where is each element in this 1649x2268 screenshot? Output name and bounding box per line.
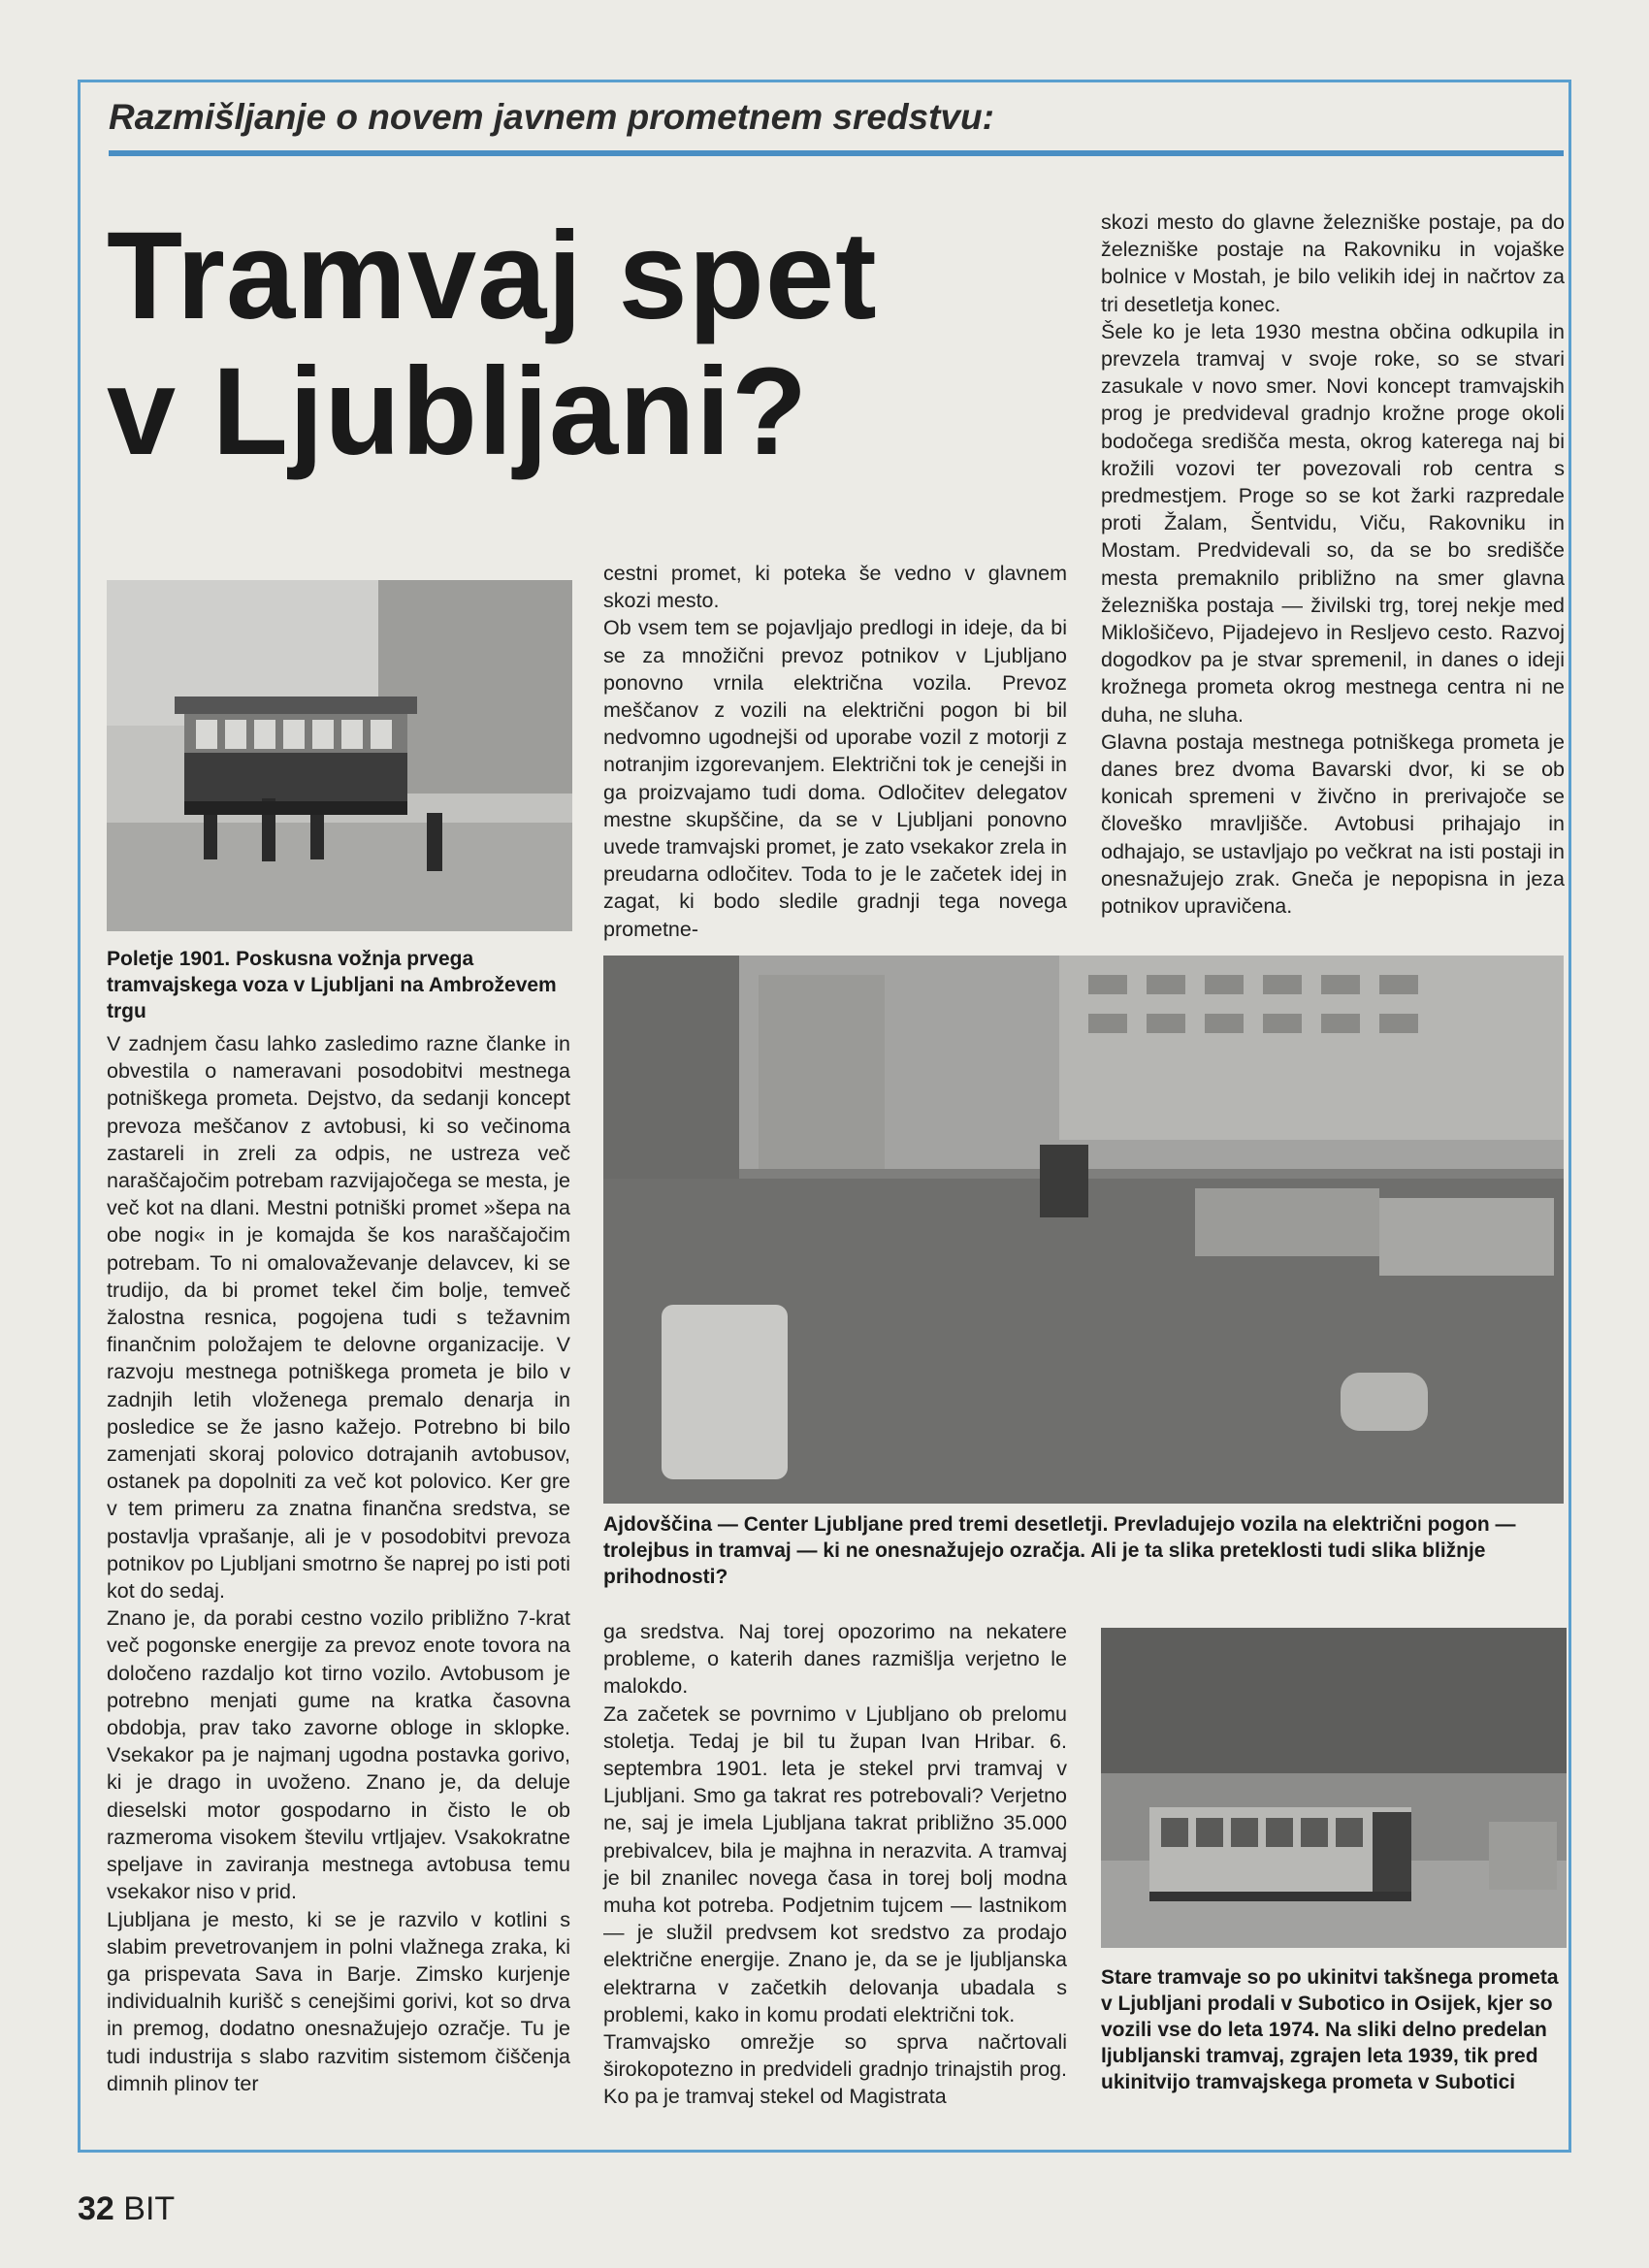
footer <box>78 2190 175 2228</box>
col2-paragraph: Za začetek se povrnimo v Ljubljano ob prelomu stoletja. Tedaj je bil tu župan Ivan Hribar. 6. septembra 1901. leta je stekel prvi tramvaj v Ljubljani. Smo ga takrat res potrebovali? Verjetno ne, saj je imela Ljubljana takrat približno 35.000 prebivalcev, bila je majhna in nerazvita. A tramvaj je bil znanilec novega časa in torej bolj modna muha kot potreba. Podjetnim tujcem — lastnikom — je služil predvsem kot sredstvo za prodajo električne energije. Znano je, da se je ljubljanska elektrarna v začetkih delovanja ubadala s problemi, kako in komu prodati električni tok. <box>603 1701 1067 2026</box>
caption-photo-ajdovscina: Ajdovščina — Center Ljubljane pred tremi desetletji. Prevladujejo vozila na električni pogon — trolejbus in tramvaj — ki ne onesnažujejo ozračja. Ali je ta slika preteklosti tudi slika bližnje prihodnosti? <box>603 1513 1516 1588</box>
caption-photo-1901: Poletje 1901. Poskusna vožnja prvega tramvajskega voza v Ljubljani na Ambroževem trgu <box>107 948 557 1022</box>
col3-paragraph: Šele ko je leta 1930 mestna občina odkupila in prevzela tramvaj v svoje roke, so se stvari zasukale v novo smer. Novi koncept tramvajskih prog je predvideval gradnjo krožne proge okoli bodočega središča mesta, okrog katerega naj bi krožili vozovi ter povezovali rob centra s predmestjem. Proge so se kot žarki razpredale proti Žalam, Šentvidu, Viču, Rakovniku in Mostam. Predvidevali so, da se bo središče mesta premaknilo približno na smer glavna železniška postaja — živilski trg, torej nekje med Miklošičevo, Pijadejevo in Resljevo cesto. Razvoj dogodkov pa je stvar spremenil, in danes o ideji krožnega prometa okrog mestnega centra ni ne duha, ne sluha. <box>1101 319 1565 727</box>
col2-paragraph: Tramvajsko omrežje so sprva načrtovali širokopotezno in predvideli gradnjo trinajstih prog. Ko pa je tramvaj stekel od Magistrata <box>603 2030 1067 2109</box>
photo-ajdovscina <box>603 956 1564 1504</box>
headline-line-2: v Ljubljani? <box>107 342 809 481</box>
headline-line-1: Tramvaj spet <box>107 207 878 345</box>
col3-paragraph: Glavna postaja mestnega potniškega prometa je danes brez dvoma Bavarski dvor, ki se ob konicah spremeni v živčno in prerivajoče se človeško mravljišče. Avtobusi prihajajo in odhajajo, se ustavljajo po večkrat na isti postaji in onesnažujejo zrak. Gneča je nepopisna in jeza potnikov upravičena. <box>1101 729 1565 919</box>
kicker-rule <box>109 150 1564 156</box>
col1-paragraph: V zadnjem času lahko zasledimo razne članke in obvestila o nameravani posodobitvi mestnega potniškega prometa. Dejstvo, da sedanji koncept prevoza meščanov z avtobusi, ki so večinoma zastareli in zreli za odpis, ne ustreza več naraščajočim potrebam razvijajočega se mesta, je več kot na dlani. Mestni potniški promet »šepa na obe nogi« in je komajda še kos naraščajočim potrebam. To ni omalovaževanje delavcev, ki se trudijo, da bi promet tekel čim bolje, temveč žalostna resnica, pogojena tudi s težavnim finančnim položajem te delovne organizacije. V razvoju mestnega potniškega prometa je bilo v zadnjih letih vloženega premalo denarja in posledice se že jasno kažejo. Potrebno bi bilo zamenjati skoraj polovico dotrajanih avtobusov, ostanek pa dopolniti za več kot polovico. Ker gre v tem primeru za znatna finančna sredstva, se postavlja vprašanje, ali je v posodobitvi prevoza potnikov po Ljubljani smotrno še naprej po isti poti kot do sedaj. <box>107 1032 570 1604</box>
ajdovscina-illustration <box>603 956 1564 1504</box>
col2-paragraph: ga sredstva. Naj torej opozorimo na nekatere probleme, o katerih danes razmišlja verjetno le malokdo. <box>603 1620 1067 1699</box>
photo-tram-1901 <box>107 580 572 931</box>
col1-paragraph: Znano je, da porabi cestno vozilo približno 7-krat več pogonske energije za prevoz enote tovora na določeno razdaljo kot tirno vozilo. Avtobusom je potrebno menjati gume na kratka časovna obdobja, prav tako zavorne obloge in sklopke. Vsekakor pa je najmanj ugodna postavka gorivo, ki je drago in uvoženo. Znano je, da deluje dieselski motor gospodarno in čisto le ob razmeroma visokem številu vrtljajev. Vsakokratne speljave in zaviranja mestnega avtobusa temu vsekakor niso v prid. <box>107 1606 570 1904</box>
subotica-tram-illustration <box>1101 1628 1567 1948</box>
col2-paragraph: cestni promet, ki poteka še vedno v glavnem skozi mesto. <box>603 562 1067 613</box>
tram-1901-illustration <box>107 580 572 931</box>
photo-subotica-tram <box>1101 1628 1567 1948</box>
kicker: Razmišljanje o novem javnem prometnem sredstvu: <box>109 97 994 137</box>
col3-paragraph: skozi mesto do glavne železniške postaje, pa do železniške postaje na Rakovniku in vojaške bolnice v Mostah, je bilo velikih idej in načrtov za tri desetletja konec. <box>1101 211 1565 316</box>
column-2-top <box>603 560 1067 943</box>
caption-photo-subotica: Stare tramvaje so po ukinitvi takšnega prometa v Ljubljani prodali v Subotico in Osijek, kjer so vozili vse do leta 1974. Na sliki delno predelan ljubljanski tramvaj, zgrajen leta 1939, tik pred ukinitvijo tramvajskega prometa v Subotici <box>1101 1966 1559 2093</box>
column-3 <box>1101 209 1565 920</box>
col1-paragraph: Ljubljana je mesto, ki se je razvilo v kotlini s slabim prevetrovanjem in polni vlažnega zraka, ki ga prispevata Sava in Barje. Zimsko kurjenje individualnih kurišč s cenejšimi gorivi, kot so drva in premog, dodatno onesnažujejo ozračje. Tu je tudi industrija s slabo razvitim sistemom čiščenja dimnih plinov ter <box>107 1907 570 2095</box>
headline <box>107 209 1077 480</box>
col2-paragraph: Ob vsem tem se pojavljajo predlogi in ideje, da bi se za množični prevoz potnikov v Ljubljano ponovno vrnila električna vozila. Prevoz meščanov z vozili na električni pogon bi bil nedvomno ugodnejši od uporabe vozil z motorji z notranjim izgorevanjem. Električni tok je cenejši in ga proizvajamo tudi doma. Odločitev delegatov mestne skupščine, da se v Ljubljani ponovno uvede tramvajski promet, je zato vsekakor zrela in preudarna odločitev. Toda to je le začetek idej in zagat, ki bodo sledile gradnji tega novega prometne- <box>603 616 1067 941</box>
page-number: 32 <box>78 2190 114 2227</box>
magazine-name: BIT <box>123 2190 176 2227</box>
column-2-bottom <box>603 1618 1067 2111</box>
column-1 <box>107 1030 570 2097</box>
